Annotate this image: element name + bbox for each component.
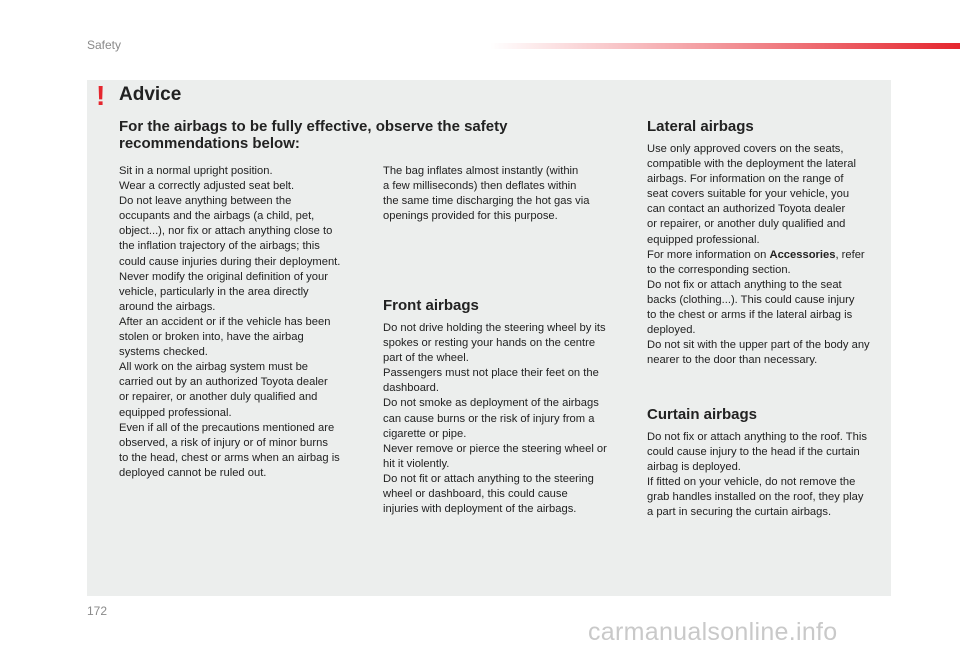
section-label: Safety <box>87 38 122 52</box>
accessories-reference: Accessories <box>769 248 836 261</box>
inflation-text: The bag inflates almost instantly (within a few milliseconds) then deflates within the same time discharging the hot gas via openings provided for this purpose. <box>383 165 590 223</box>
curtain-airbags-text: Do not fix or attach anything to the roof. This could cause injury to the head if the curtain airbag is deployed. If fitted on your vehicle, do not remove the grab handles installed on the roof, they play a part in securing the curtain airbags. <box>647 431 867 519</box>
header-accent-bar <box>490 43 960 49</box>
curtain-airbags-heading: Curtain airbags <box>647 406 758 423</box>
lateral-text-part-b: , refer to the corresponding section. Do not fix or attach anything to the seat backs (clothing...). This could cause injury to the chest or arms if the lateral airbag is deployed. Do not sit with the upper part of the body any nearer to the door than necessary. <box>647 248 870 367</box>
front-airbags-text: Do not drive holding the steering wheel by its spokes or resting your hands on the centre part of the wheel. Passengers must not place their feet on the dashboard. Do not smoke as deployment of the airbags can cause burns or the risk of injury from a cigarette or pipe. Never remove or pierce the steering wheel or hit it violently. Do not fit or attach anything to the steering wheel or dashboard, this could cause injuries with deployment of the airbags. <box>383 322 607 516</box>
general-advice-text: Sit in a normal upright position. Wear a correctly adjusted seat belt. Do not leave anything between the occupants and the airbags (a child, pet, object...), nor fix or attach anything close to the inflation trajectory of the airbags; this could cause injuries during their deployment. Never modify the original definition of your vehicle, particularly in the area directly around the airbags. After an accident or if the vehicle has been stolen or broken into, have the airbag systems checked. All work on the airbag system must be carried out by an authorized Toyota dealer or repairer, or another duly qualified and equipped professional. Even if all of the precautions mentioned are observed, a risk of injury or of minor burns to the head, chest or arms when an airbag is deployed cannot be ruled out. <box>119 165 341 479</box>
page-number: 172 <box>87 604 108 618</box>
lateral-text-part-a: Use only approved covers on the seats, compatible with the deployment the lateral airbags. For information on the range of seat covers suitable for your vehicle, you can contact an authorized Toyota dealer or repairer, or another duly qualified and equipped professional. For more information on <box>647 143 856 261</box>
exclamation-icon: ! <box>96 80 106 111</box>
lateral-airbags-heading: Lateral airbags <box>647 118 754 135</box>
front-airbags-heading: Front airbags <box>383 297 479 314</box>
advice-title: Advice <box>119 84 182 105</box>
lateral-airbags-text <box>647 142 892 368</box>
recommendations-heading: For the airbags to be fully effective, observe the safety recommendations below: <box>119 118 508 152</box>
watermark: carmanualsonline.info <box>588 618 838 646</box>
